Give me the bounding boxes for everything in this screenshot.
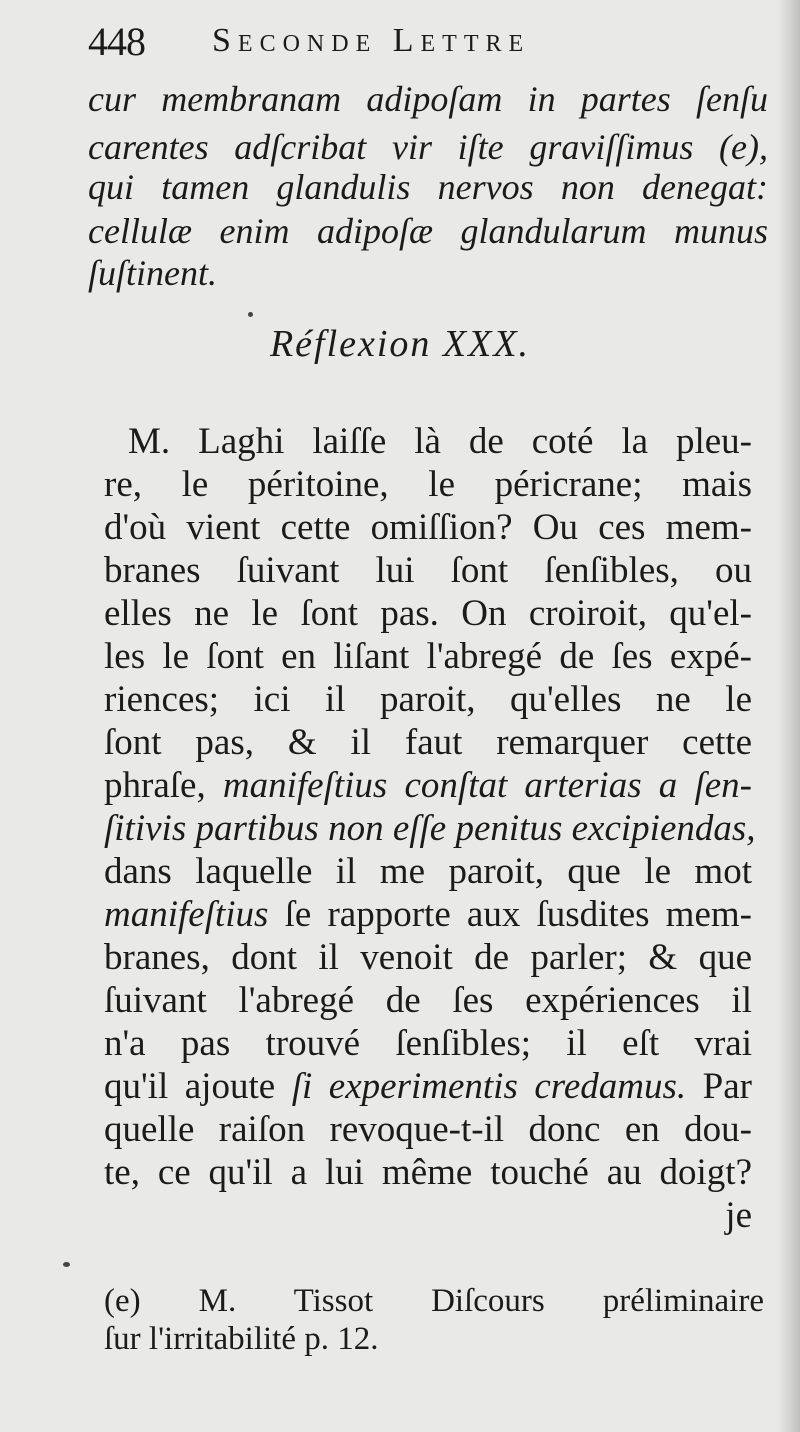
- latin-citation: manifeſtius conſtat arterias a ſen-: [222, 765, 752, 806]
- body-line: d'où vient cette omiſſion? Ou ces mem-: [104, 507, 752, 548]
- body-line: [104, 807, 756, 850]
- body-line-roman: ſe rapporte aux ſusdites mem-: [268, 894, 752, 935]
- body-line: branes ſuivant lui ſont ſenſibles, ou: [104, 550, 752, 591]
- quotation-line: carentes adſcribat vir iſte graviſſimus (e),: [88, 127, 768, 167]
- footnote-line: ſur l'irritabilité p. 12.: [104, 1321, 379, 1357]
- page-number: 448: [88, 19, 145, 64]
- latin-citation: ſitivis partibus non eſſe penitus excipiendas,: [104, 808, 756, 849]
- ink-speck: [248, 312, 253, 317]
- body-line: [104, 764, 752, 807]
- footnote-line: (e) M. Tissot Diſcours préliminaire: [104, 1283, 764, 1319]
- running-header: [88, 18, 768, 68]
- body-line: quelle raiſon revoque-t-il donc en dou-: [104, 1109, 752, 1150]
- quotation-line: cellulæ enim adipoſæ glandularum munus: [88, 211, 768, 251]
- section-heading: Réflexion XXX.: [269, 323, 531, 365]
- body-line-roman: qu'il ajoute: [104, 1066, 292, 1107]
- quotation-line: ſuſtinent.: [88, 253, 217, 293]
- latin-word: manifeſtius: [104, 894, 269, 935]
- body-line: re, le péritoine, le péricrane; mais: [104, 464, 752, 505]
- latin-citation: ſi experimentis credamus.: [291, 1066, 687, 1107]
- body-line: ſont pas, & il faut remarquer cette: [104, 722, 752, 763]
- running-title: Seconde Lettre: [212, 22, 531, 59]
- body-line: [104, 893, 752, 936]
- catchword: je: [725, 1195, 752, 1236]
- body-line-roman: Par: [686, 1066, 752, 1107]
- body-line: dans laquelle il me paroit, que le mot: [104, 851, 752, 892]
- body-line: branes, dont il venoit de parler; & que: [104, 937, 752, 978]
- body-line: ſuivant l'abregé de ſes expériences il: [104, 980, 752, 1021]
- body-line: te, ce qu'il a lui même touché au doigt?: [104, 1152, 752, 1193]
- body-line: [104, 1065, 752, 1108]
- body-line-roman: phraſe,: [104, 765, 223, 806]
- body-line: n'a pas trouvé ſenſibles; il eſt vrai: [104, 1023, 752, 1064]
- body-line: elles ne le ſont pas. On croiroit, qu'el-: [104, 593, 752, 634]
- body-line: les le ſont en liſant l'abregé de ſes expé-: [104, 636, 752, 677]
- quotation-line: cur membranam adipoſam in partes ſenſu: [88, 79, 768, 119]
- body-line: riences; ici il paroit, qu'elles ne le: [104, 679, 752, 720]
- quotation-line: qui tamen glandulis nervos non denegat:: [88, 167, 768, 207]
- body-line: M. Laghi laiſſe là de coté la pleu-: [128, 421, 752, 462]
- ink-speck: [63, 1262, 70, 1267]
